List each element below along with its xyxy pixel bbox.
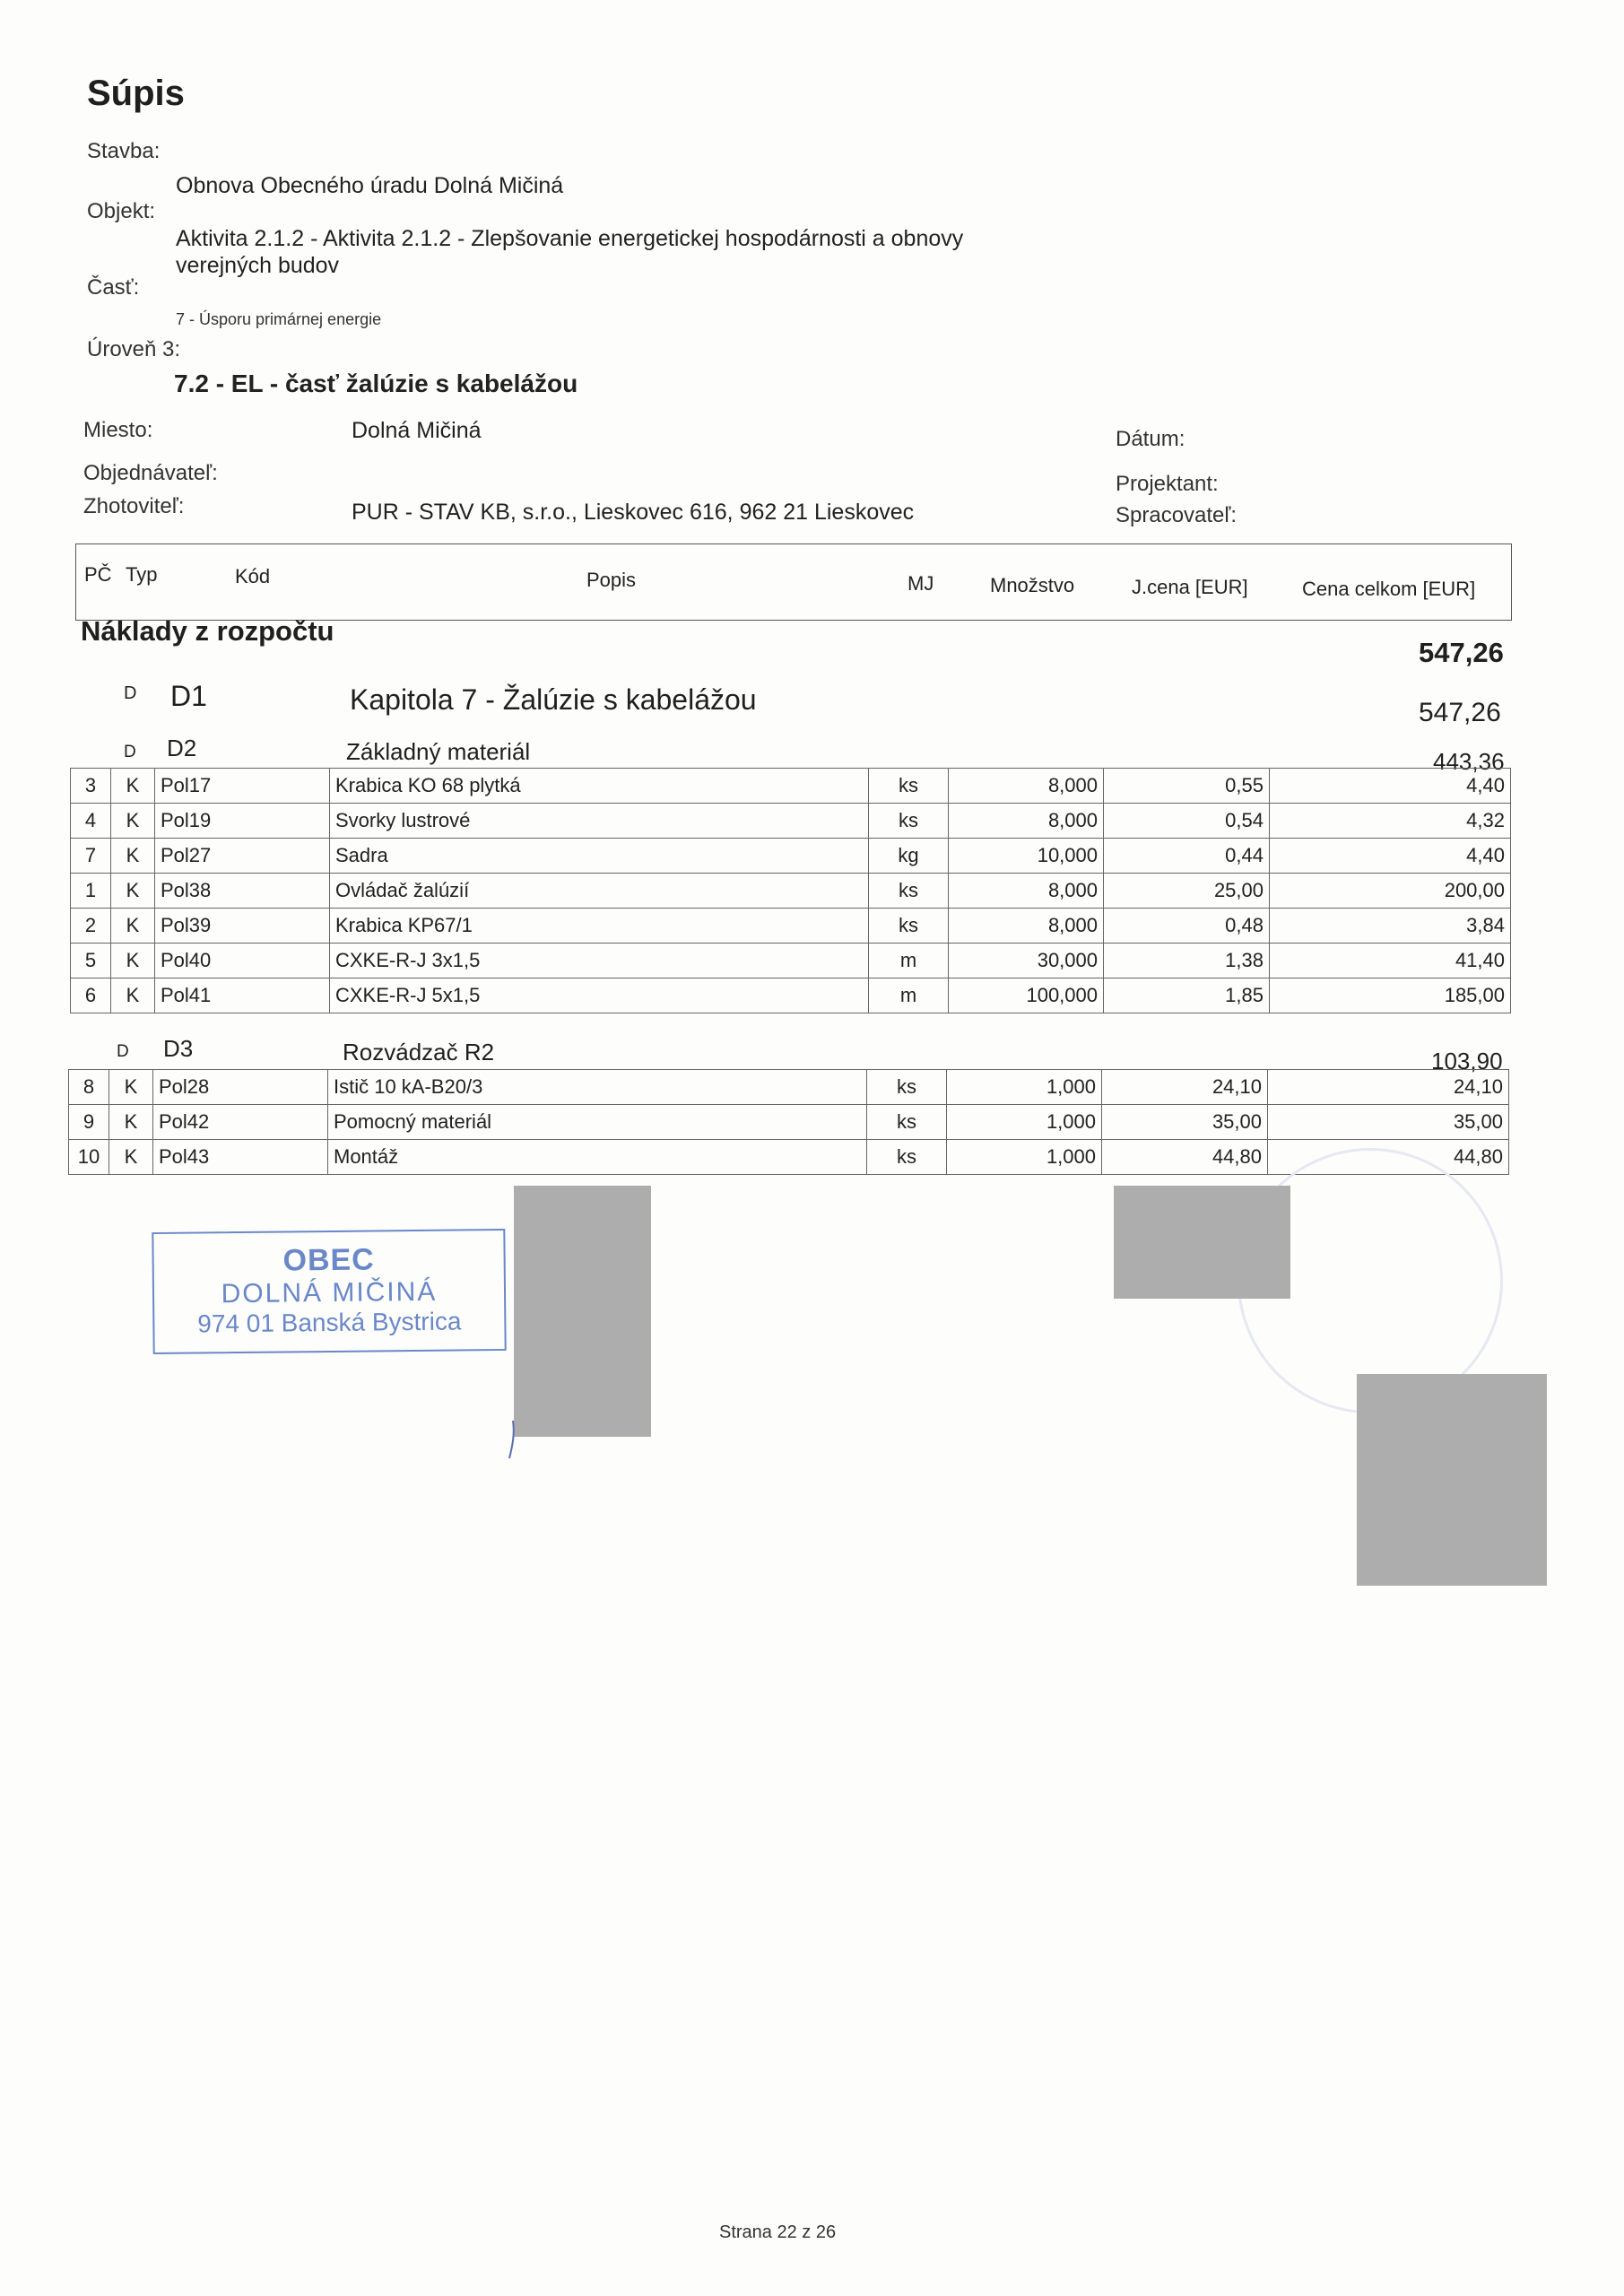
cell-typ: K <box>109 1070 153 1105</box>
cell-unit-price: 1,38 <box>1104 944 1270 978</box>
cell-qty: 1,000 <box>947 1105 1102 1140</box>
label-projektant: Projektant: <box>1116 472 1219 496</box>
cell-code: Pol38 <box>155 874 330 909</box>
cell-qty: 100,000 <box>949 978 1104 1013</box>
label-stavba: Stavba: <box>87 139 161 163</box>
cell-desc: Ovládač žalúzií <box>330 874 869 909</box>
cell-typ: K <box>111 874 155 909</box>
cell-total: 200,00 <box>1270 874 1511 909</box>
cell-qty: 10,000 <box>949 839 1104 874</box>
cell-desc: Istič 10 kA-B20/3 <box>328 1070 867 1105</box>
cell-total: 35,00 <box>1268 1105 1509 1140</box>
cell-unit-price: 25,00 <box>1104 874 1270 909</box>
cell-unit-price: 44,80 <box>1102 1140 1268 1175</box>
value-zhotovitel: PUR - STAV KB, s.r.o., Lieskovec 616, 962 21 Lieskovec <box>352 500 915 525</box>
group-d3-name: Rozvádzač R2 <box>343 1039 495 1065</box>
cell-qty: 8,000 <box>949 874 1104 909</box>
chapter-name: Kapitola 7 - Žalúzie s kabelážou <box>350 683 757 716</box>
cell-unit-price: 35,00 <box>1102 1105 1268 1140</box>
table-row <box>71 909 1511 944</box>
cell-total: 41,40 <box>1270 944 1511 978</box>
cell-total: 185,00 <box>1270 978 1511 1013</box>
redaction-block <box>514 1186 651 1437</box>
items-table-d3 <box>68 1069 1509 1175</box>
group-d3-total: 103,90 <box>1431 1048 1503 1074</box>
label-miesto: Miesto: <box>83 418 153 442</box>
cell-total: 4,40 <box>1270 839 1511 874</box>
cell-code: Pol43 <box>153 1140 328 1175</box>
table-row <box>71 839 1511 874</box>
cell-mj: m <box>869 944 949 978</box>
cell-mj: ks <box>869 909 949 944</box>
header-pc: PČ <box>84 563 112 586</box>
redaction-block <box>1357 1374 1547 1586</box>
cell-pc: 4 <box>71 804 111 839</box>
cell-code: Pol39 <box>155 909 330 944</box>
cell-typ: K <box>109 1140 153 1175</box>
group-d3-type: D <box>117 1042 129 1061</box>
cell-desc: Montáž <box>328 1140 867 1175</box>
cell-total: 44,80 <box>1268 1140 1509 1175</box>
label-spracovatel: Spracovateľ: <box>1116 503 1238 527</box>
label-datum: Dátum: <box>1116 427 1185 451</box>
value-cast: 7 - Úsporu primárnej energie <box>176 310 382 328</box>
header-cena-celkom: Cena celkom [EUR] <box>1302 578 1476 600</box>
cell-mj: kg <box>869 839 949 874</box>
cell-desc: Pomocný materiál <box>328 1105 867 1140</box>
header-typ: Typ <box>126 563 158 586</box>
cell-total: 4,40 <box>1270 769 1511 804</box>
cell-mj: ks <box>869 874 949 909</box>
cell-total: 24,10 <box>1268 1070 1509 1105</box>
cell-total: 3,84 <box>1270 909 1511 944</box>
value-objekt-line2: verejných budov <box>176 253 340 278</box>
table-row <box>71 769 1511 804</box>
cell-pc: 2 <box>71 909 111 944</box>
group-d2-code: D2 <box>167 735 197 761</box>
cell-unit-price: 0,54 <box>1104 804 1270 839</box>
header-mj: MJ <box>908 572 934 595</box>
cell-mj: ks <box>867 1140 947 1175</box>
cell-code: Pol42 <box>153 1105 328 1140</box>
cell-typ: K <box>111 978 155 1013</box>
cell-typ: K <box>111 909 155 944</box>
label-cast: Časť: <box>87 275 140 300</box>
cell-pc: 3 <box>71 769 111 804</box>
header-popis: Popis <box>586 569 637 591</box>
cell-unit-price: 24,10 <box>1102 1070 1268 1105</box>
table-row <box>71 804 1511 839</box>
label-zhotovitel: Zhotoviteľ: <box>83 494 185 518</box>
cell-mj: ks <box>867 1070 947 1105</box>
cell-typ: K <box>109 1105 153 1140</box>
budget-label: Náklady z rozpočtu <box>81 615 334 647</box>
cell-desc: Svorky lustrové <box>330 804 869 839</box>
cell-qty: 1,000 <box>947 1070 1102 1105</box>
cell-mj: m <box>869 978 949 1013</box>
table-row <box>69 1070 1509 1105</box>
cell-pc: 5 <box>71 944 111 978</box>
cell-desc: Krabica KP67/1 <box>330 909 869 944</box>
label-uroven: Úroveň 3: <box>87 337 181 361</box>
document-title: Súpis <box>87 74 185 113</box>
value-objekt-line1: Aktivita 2.1.2 - Aktivita 2.1.2 - Zlepšovanie energetickej hospodárnosti a obnovy <box>176 226 964 251</box>
cell-typ: K <box>111 769 155 804</box>
stamp-line-2: DOLNÁ MIČINÁ <box>221 1276 438 1309</box>
cell-typ: K <box>111 944 155 978</box>
cell-unit-price: 1,85 <box>1104 978 1270 1013</box>
cell-mj: ks <box>869 804 949 839</box>
cell-desc: Krabica KO 68 plytká <box>330 769 869 804</box>
cell-total: 4,32 <box>1270 804 1511 839</box>
table-header-box <box>75 544 1512 621</box>
value-stavba: Obnova Obecného úradu Dolná Mičiná <box>176 173 564 198</box>
group-d2-type: D <box>124 743 136 761</box>
table-row <box>71 874 1511 909</box>
header-jcena: J.cena [EUR] <box>1132 576 1248 598</box>
cell-desc: CXKE-R-J 3x1,5 <box>330 944 869 978</box>
value-uroven: 7.2 - EL - časť žalúzie s kabelážou <box>174 370 578 397</box>
cell-qty: 1,000 <box>947 1140 1102 1175</box>
cell-qty: 8,000 <box>949 909 1104 944</box>
stamp-line-3: 974 01 Banská Bystrica <box>197 1307 462 1338</box>
redaction-block <box>1114 1186 1290 1299</box>
cell-code: Pol27 <box>155 839 330 874</box>
chapter-type: D <box>124 683 137 703</box>
label-objednavatel: Objednávateľ: <box>83 461 218 485</box>
table-row <box>69 1140 1509 1175</box>
chapter-total: 547,26 <box>1419 698 1501 727</box>
cell-pc: 7 <box>71 839 111 874</box>
cell-code: Pol41 <box>155 978 330 1013</box>
header-mnozstvo: Množstvo <box>990 574 1075 596</box>
cell-pc: 1 <box>71 874 111 909</box>
cell-typ: K <box>111 839 155 874</box>
cell-pc: 8 <box>69 1070 109 1105</box>
cell-code: Pol19 <box>155 804 330 839</box>
cell-pc: 10 <box>69 1140 109 1175</box>
group-d2-name: Základný materiál <box>346 738 531 765</box>
cell-qty: 8,000 <box>949 769 1104 804</box>
cell-code: Pol40 <box>155 944 330 978</box>
table-row <box>71 978 1511 1013</box>
cell-qty: 30,000 <box>949 944 1104 978</box>
cell-code: Pol17 <box>155 769 330 804</box>
cell-code: Pol28 <box>153 1070 328 1105</box>
budget-total: 547,26 <box>1419 637 1504 668</box>
group-d2-total: 443,36 <box>1433 748 1505 775</box>
municipality-stamp <box>152 1229 506 1354</box>
label-objekt: Objekt: <box>87 199 156 223</box>
table-row <box>69 1105 1509 1140</box>
items-table-d2 <box>70 768 1511 1013</box>
cell-pc: 9 <box>69 1105 109 1140</box>
cell-unit-price: 0,44 <box>1104 839 1270 874</box>
table-row <box>71 944 1511 978</box>
cell-qty: 8,000 <box>949 804 1104 839</box>
cell-desc: CXKE-R-J 5x1,5 <box>330 978 869 1013</box>
stamp-line-1: OBEC <box>282 1242 375 1278</box>
cell-pc: 6 <box>71 978 111 1013</box>
header-kod: Kód <box>235 565 271 587</box>
cell-unit-price: 0,48 <box>1104 909 1270 944</box>
cell-desc: Sadra <box>330 839 869 874</box>
cell-mj: ks <box>869 769 949 804</box>
cell-unit-price: 0,55 <box>1104 769 1270 804</box>
signature-stroke <box>502 1417 529 1462</box>
value-miesto: Dolná Mičiná <box>352 418 482 443</box>
group-d3-code: D3 <box>163 1035 194 1062</box>
cell-mj: ks <box>867 1105 947 1140</box>
cell-typ: K <box>111 804 155 839</box>
page-number: Strana 22 z 26 <box>719 2222 837 2242</box>
chapter-code: D1 <box>170 680 207 712</box>
